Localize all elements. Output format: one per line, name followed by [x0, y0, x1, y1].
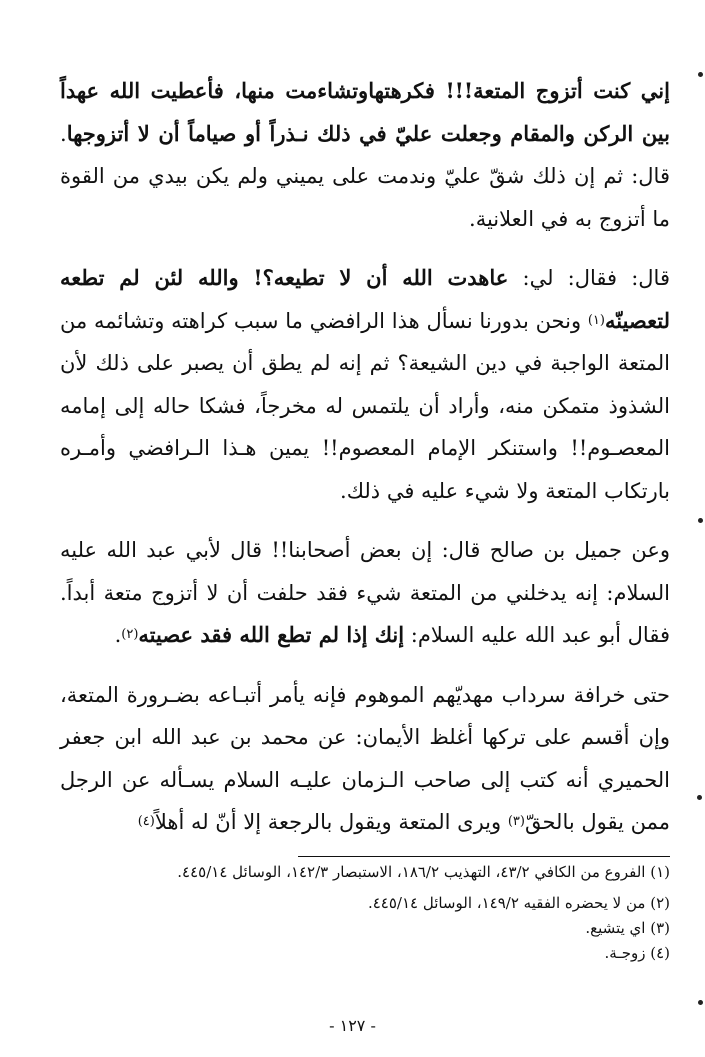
footnote-4: (٤) زوجـة. [604, 944, 670, 962]
main-text [60, 70, 670, 861]
footnote-2: (٢) من لا يحضره الفقيه ١٤٩/٢، الوسائل ٤٤٥/١٤. [367, 894, 670, 912]
footnote-3: (٣) اي يتشيع. [585, 919, 670, 937]
footnotes [60, 860, 670, 966]
footnote-ref-3: (٣) [507, 814, 525, 829]
footnote-ref-2: (٢) [121, 627, 139, 642]
paragraph-2-span-4: ونحن بدورنا نسأل هذا الرافضي ما سبب كراهته وتشائمه من المتعة الواجبة في دين الشيعة؟ ثم إنه لم يطق أن يصبر على ذلك لأن الشذوذ متمكن منه، وأراد أن يلتمس له مخرجاً، فشكا حاله إلى إمامه المعصـوم!! واستنكر الإمام المعصوم!! يمين هـذا الـرافضي وأمـره بارتكاب المتعة ولا شيء عليه في ذلك. [60, 308, 670, 503]
footnote-ref-4: (٤) [137, 814, 155, 829]
paragraph-3-span-2: إنك إذا لم تطع الله فقد عصيته [138, 622, 405, 647]
paragraph-2-span-2: عاهدت الله أن لا تطيعه؟! والله لئن لم تطعه لتعصينّه [60, 265, 670, 333]
paragraph-2 [60, 257, 670, 512]
footnote-1: (١) الفروع من الكافي ٤٣/٢، التهذيب ١٨٦/٢، الاستبصار ١٤٢/٣، الوسائل ٤٤٥/١٤. [177, 863, 670, 881]
paragraph-4-span-3: ويرى المتعة ويقول بالرجعة إلا أنّ له أهلاً [154, 810, 508, 834]
footnote-ref-1: (١) [587, 312, 605, 328]
paragraph-1-span-1: إني كنت أتزوج المتعة!!! فكرهتهاوتشاءمت منها، فأعطيت الله عهداً بين الركن والمقام وجعلت عليّ في ذلك نـذراً أو صياماً أن لا أتزوجها [60, 78, 670, 146]
scan-mark [698, 72, 703, 77]
footnote-separator [298, 856, 670, 857]
paragraph-3-span-1: وعن جميل بن صالح قال: إن بعض أصحابنا!! قال لأبي عبد الله عليه السلام: إنه يدخلني من المتعة شيء فقد حلفت أن لا أتزوج متعة أبداً. فقال أبو عبد الله عليه السلام: [60, 538, 670, 647]
scan-mark [697, 795, 702, 800]
paragraph-2-span-1: قال: فقال: لي: [508, 266, 670, 290]
paragraph-3 [60, 529, 670, 657]
paragraph-1-span-2: . قال: ثم إن ذلك شقّ عليّ وندمت على يميني ولم يكن بيدي من القوة ما أتزوج به في العلانية. [60, 121, 670, 231]
paragraph-1 [60, 70, 670, 240]
scan-mark [698, 1000, 703, 1005]
paragraph-3-span-4: . [114, 623, 122, 647]
paragraph-4-span-1: حتى خرافة سرداب مهديّهم الموهوم فإنه يأمر أتبـاعه بضـرورة المتعة، وإن أقسم على تركها أغلظ الأيمان: عن محمد بن عبد الله ابن جعفر الحميري أنه كتب إلى صاحب الـزمان عليـه السلام يسـأله عن الرجل ممن يقول بالحقّ [60, 682, 670, 834]
paragraph-4 [60, 674, 670, 844]
page-number: - ١٢٧ - [329, 1016, 376, 1035]
scan-mark [698, 518, 703, 523]
